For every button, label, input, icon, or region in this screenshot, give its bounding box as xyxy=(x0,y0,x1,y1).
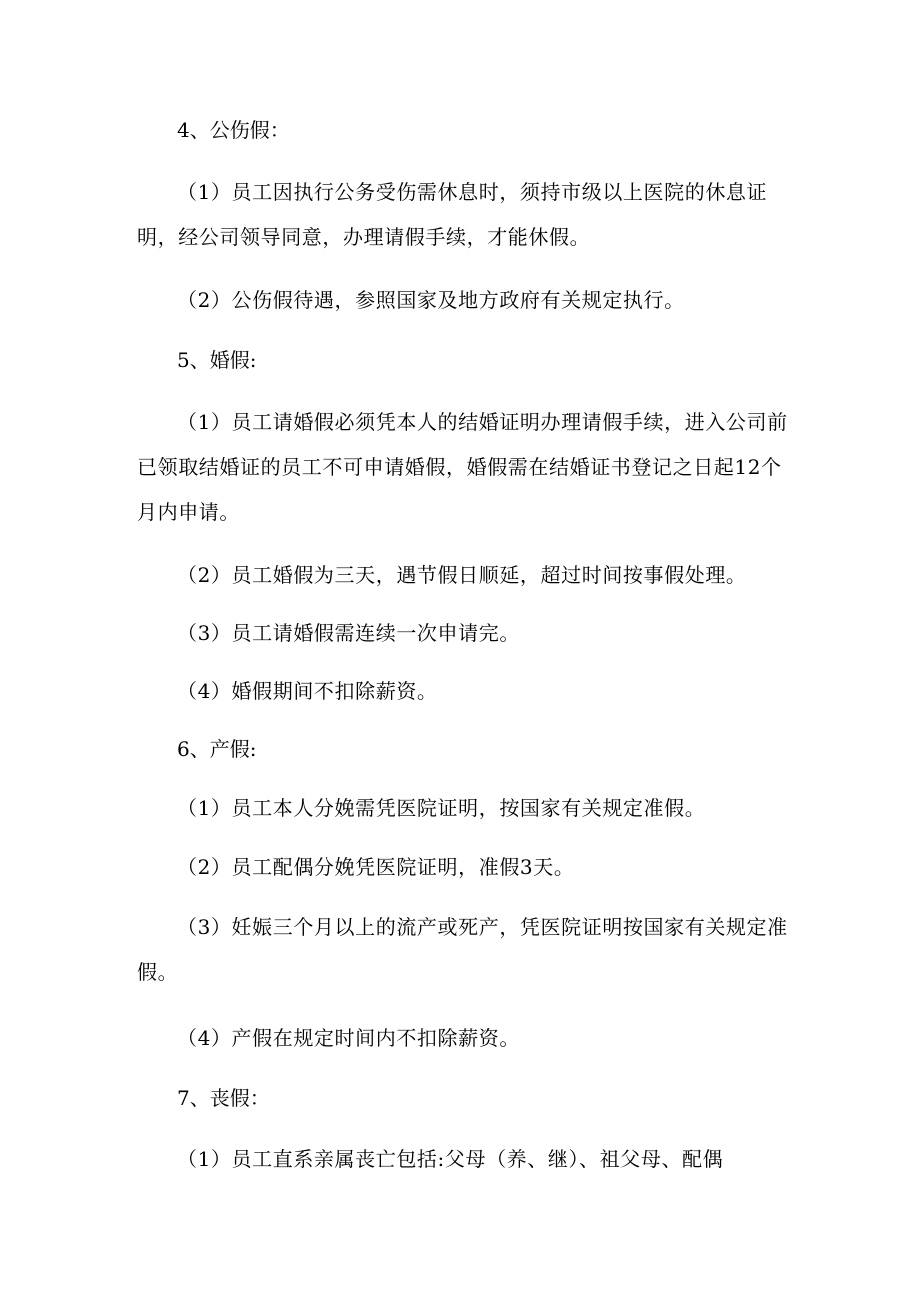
paragraph-6-4: （4）产假在规定时间内不扣除薪资。 xyxy=(177,1026,520,1050)
paragraph-5-3: （3）员工请婚假需连续一次申请完。 xyxy=(177,621,520,645)
paragraph-5-2: （2）员工婚假为三天，遇节假日顺延，超过时间按事假处理。 xyxy=(177,563,747,587)
paragraph-5-4: （4）婚假期间不扣除薪资。 xyxy=(177,679,438,703)
section-heading-7: 7、丧假： xyxy=(177,1086,270,1110)
paragraph-6-2: （2）员工配偶分娩凭医院证明，准假3天。 xyxy=(177,855,575,879)
paragraph-7-1: （1）员工直系亲属丧亡包括:父母（养、继）、祖父母、配偶 xyxy=(177,1147,724,1171)
paragraph-6-3: （3）妊娠三个月以上的流产或死产，凭医院证明按国家有关规定准假。 xyxy=(137,915,788,984)
paragraph-6-1: （1）员工本人分娩需凭医院证明，按国家有关规定准假。 xyxy=(177,796,706,820)
paragraph-5-1: （1）员工请婚假必须凭本人的结婚证明办理请假手续，进入公司前已领取结婚证的员工不可申请婚假，婚假需在结婚证书登记之日起12个月内申请。 xyxy=(137,410,788,524)
paragraph-4-2: （2）公伤假待遇，参照国家及地方政府有关规定执行。 xyxy=(177,288,685,312)
section-heading-5: 5、婚假: xyxy=(177,348,257,372)
paragraph-4-1: （1）员工因执行公务受伤需休息时，须持市级以上医院的休息证明，经公司领导同意，办理请假手续，才能休假。 xyxy=(137,180,768,249)
section-heading-4: 4、公伤假： xyxy=(177,118,290,142)
section-heading-6: 6、产假: xyxy=(177,737,257,761)
